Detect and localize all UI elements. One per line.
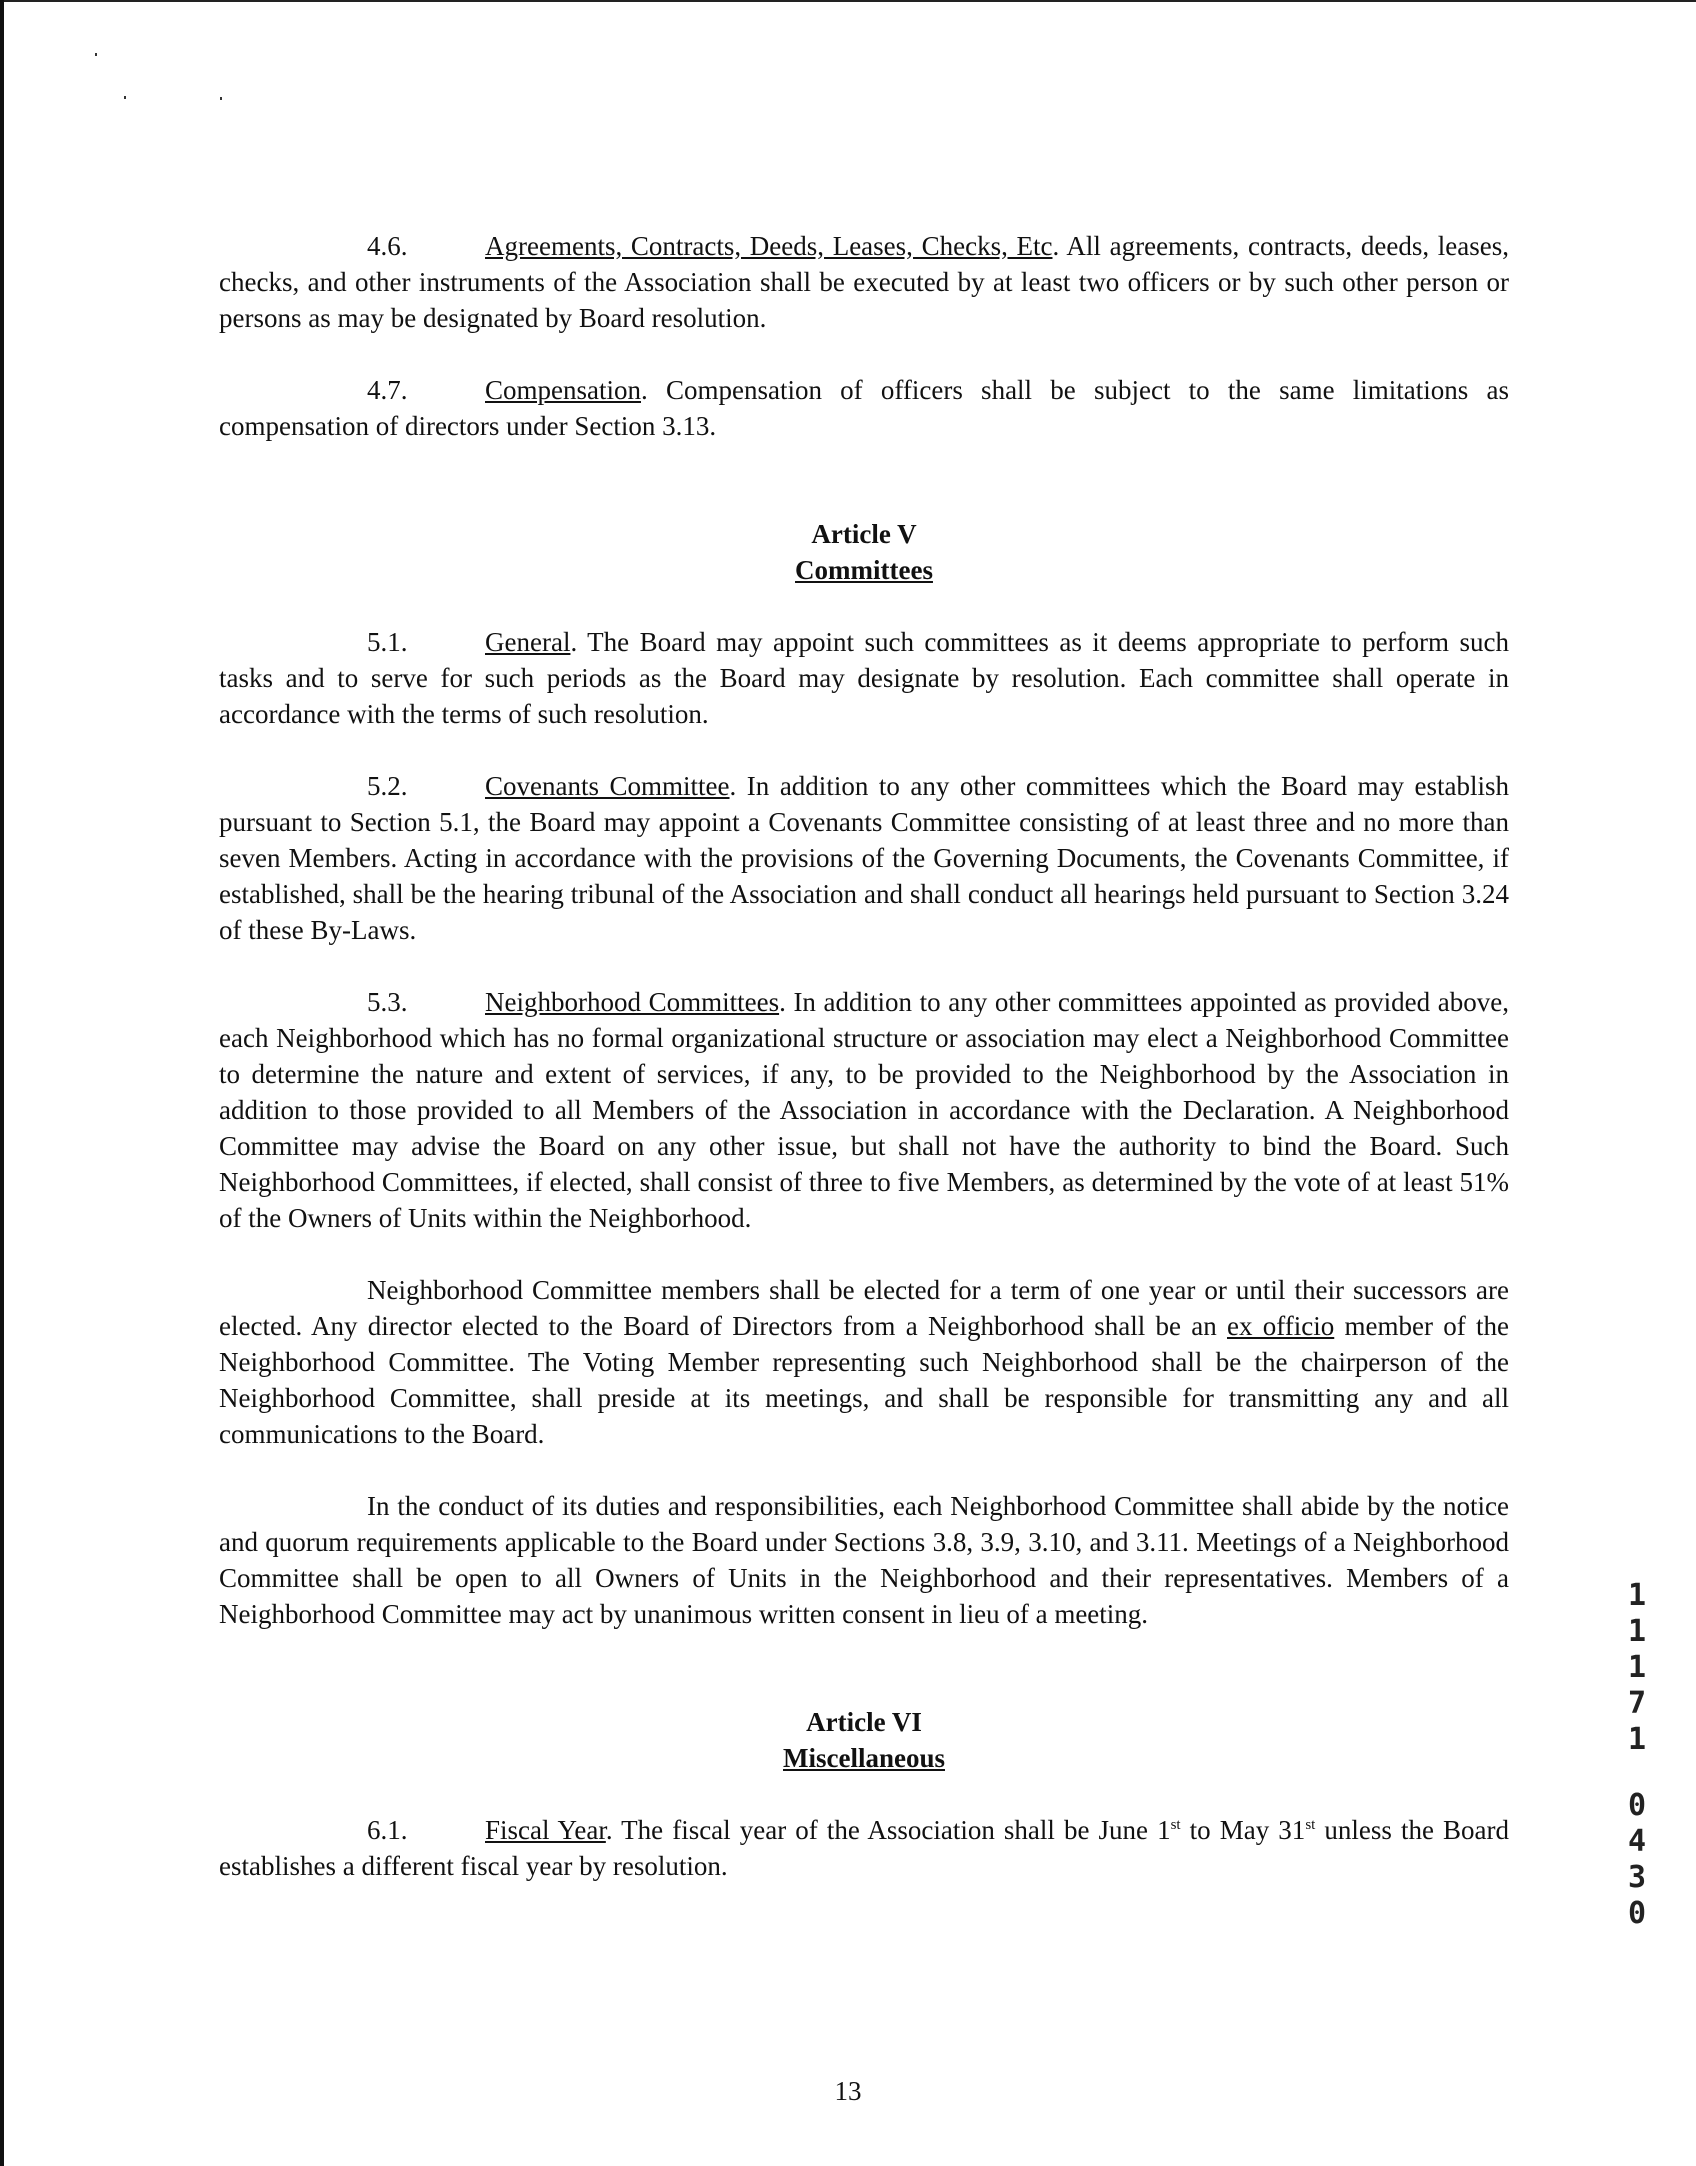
stamp-digit: 0	[1627, 1788, 1647, 1823]
stamp-digit: 1	[1627, 1614, 1647, 1649]
section-title: Neighborhood Committees	[485, 987, 780, 1017]
stamp-digit: 7	[1627, 1686, 1647, 1721]
article-5-heading	[219, 516, 1509, 588]
stamp-digit: 1	[1627, 1722, 1647, 1757]
stamp-digit: 1	[1627, 1650, 1647, 1685]
document-body	[219, 228, 1509, 1884]
section-4-7	[219, 372, 1509, 444]
section-title: General	[485, 627, 571, 657]
article-title: Article VI	[806, 1707, 922, 1737]
section-title: Compensation	[485, 375, 641, 405]
section-5-1	[219, 624, 1509, 732]
stamp-digit: 3	[1627, 1860, 1647, 1895]
section-number: 5.3.	[367, 987, 408, 1017]
section-text: . In addition to any other committees which the Board may establish pursuant to Section 5.1, the Board may appoint a Covenants Committee consisting of at least three and no more than seven Members. Acting in accordance with the provisions of the Governing Documents, the Covenants Committee, if established, shall be the hearing tribunal of the Association and shall conduct all hearings held pursuant to Section 3.24 of these By-Laws.	[219, 771, 1509, 945]
section-5-2	[219, 768, 1509, 948]
section-5-3	[219, 984, 1509, 1236]
section-number: 5.2.	[367, 771, 408, 801]
stamp-digit: 0	[1627, 1896, 1647, 1931]
section-text: . The Board may appoint such committees as it deems appropriate to perform such tasks and to serve for such periods as the Board may designate by resolution. Each committee shall operate in accordance with the terms of such resolution.	[219, 627, 1509, 729]
section-text: . Compensation of officers shall be subject to the same limitations as compensation of directors under Section 3.13.	[219, 375, 1509, 441]
section-title: Fiscal Year	[485, 1815, 606, 1845]
section-number: 4.7.	[367, 375, 408, 405]
section-number: 4.6.	[367, 231, 408, 261]
section-text: . In addition to any other committees appointed as provided above, each Neighborhood which has no formal organizational structure or association may elect a Neighborhood Committee to determine the nature and extent of services, if any, to be provided to the Neighborhood by the Association in addition to those provided to all Members of the Association in accordance with the Declaration. A Neighborhood Committee may advise the Board on any other issue, but shall not have the authority to bind the Board. Such Neighborhood Committees, if elected, shall consist of three to five Members, as determined by the vote of at least 51% of the Owners of Units within the Neighborhood.	[219, 987, 1509, 1233]
section-number: 6.1.	[367, 1815, 408, 1845]
margin-recording-stamp	[1622, 1578, 1652, 1932]
article-6-heading	[219, 1704, 1509, 1776]
section-number: 5.1.	[367, 627, 408, 657]
paragraph-committee-conduct: In the conduct of its duties and responsibilities, each Neighborhood Committee shall abide by the notice and quorum requirements applicable to the Board under Sections 3.8, 3.9, 3.10, and 3.11. Meetings of a Neighborhood Committee shall be open to all Owners of Units in the Neighborhood and their representatives. Members of a Neighborhood Committee may act by unanimous written consent in lieu of a meeting.	[219, 1491, 1509, 1629]
scan-speck	[124, 96, 126, 99]
section-text: . All agreements, contracts, deeds, leases, checks, and other instruments of the Association shall be executed by at least two officers or by such other person or persons as may be designated by Board resolution.	[219, 231, 1509, 333]
scan-speck	[95, 53, 97, 56]
page-number: 13	[834, 2076, 862, 2106]
section-6-1: 6.1. Fiscal Year. The fiscal year of the Association shall be June 1st to May 31st unless the Board establishes a different fiscal year by resolution.	[219, 1812, 1509, 1884]
ex-officio-term: ex officio	[1227, 1311, 1335, 1341]
section-4-6	[219, 228, 1509, 336]
stamp-digit: 4	[1627, 1824, 1647, 1859]
section-title: Agreements, Contracts, Deeds, Leases, Checks, Etc	[485, 231, 1053, 261]
article-title: Article V	[811, 519, 917, 549]
scan-speck	[220, 97, 222, 100]
section-title: Covenants Committee	[485, 771, 730, 801]
stamp-digit: 1	[1627, 1578, 1647, 1613]
scan-left-edge	[0, 0, 4, 2166]
paragraph-committee-members: Neighborhood Committee members shall be elected for a term of one year or until their successors are elected. Any director elected to the Board of Directors from a Neighborhood shall be an ex officio member of the Neighborhood Committee. The Voting Member representing such Neighborhood shall be the chairperson of the Neighborhood Committee, shall preside at its meetings, and shall be responsible for transmitting any and all communications to the Board.	[219, 1275, 1510, 1449]
article-subtitle: Miscellaneous	[783, 1743, 945, 1773]
scan-top-edge	[0, 0, 1696, 2]
article-subtitle: Committees	[795, 555, 933, 585]
